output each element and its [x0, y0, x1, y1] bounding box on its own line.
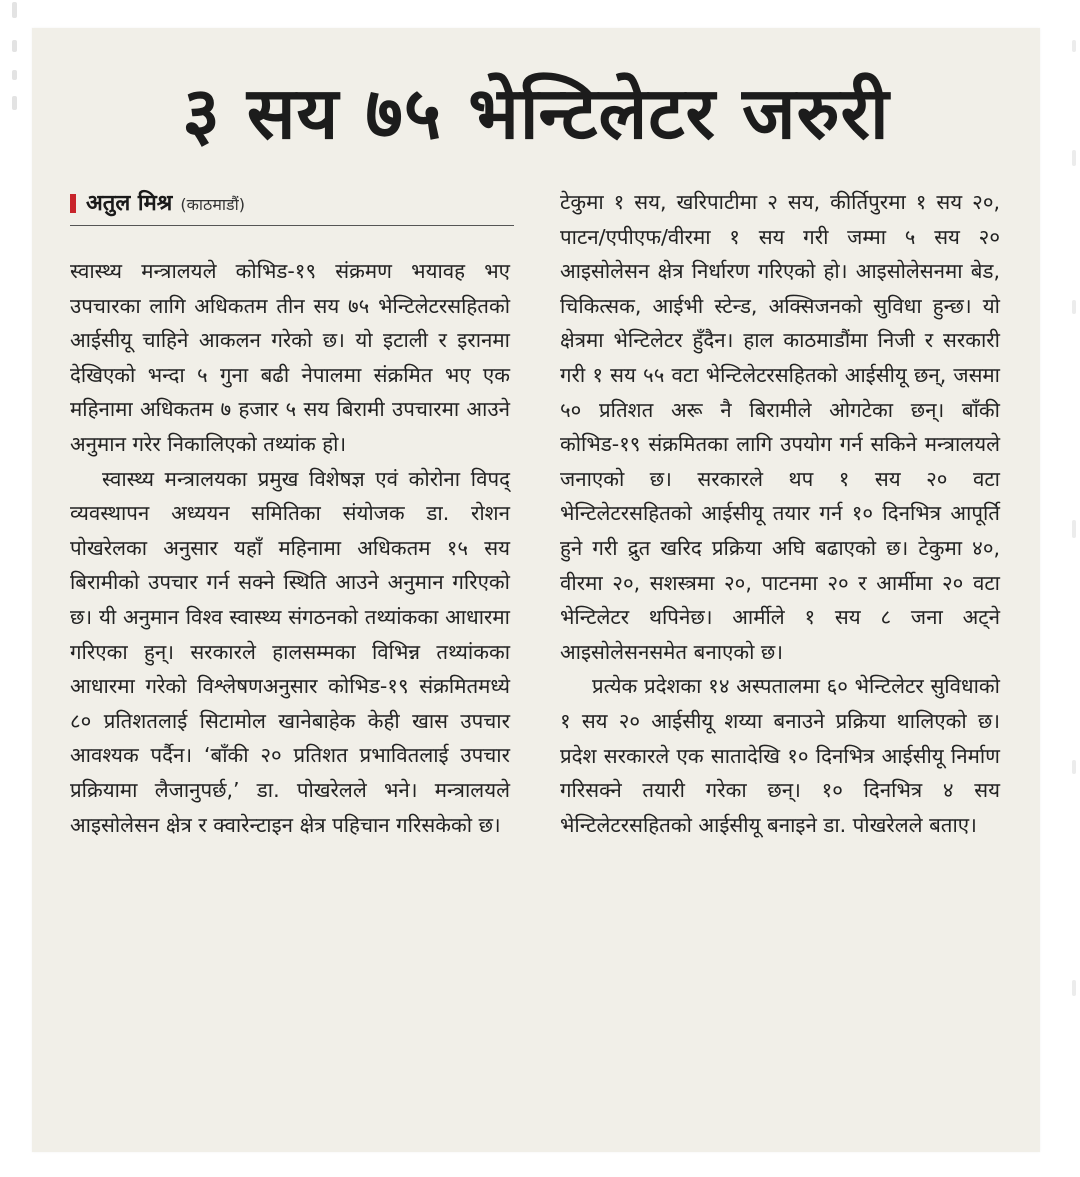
edge-speck	[12, 96, 17, 110]
left-edge-specks	[8, 0, 22, 120]
newspaper-clipping	[32, 28, 1040, 1152]
edge-speck	[12, 40, 17, 52]
article-column-left	[70, 254, 510, 842]
byline-author: अतुल मिश्र	[86, 191, 173, 216]
edge-speck	[12, 70, 17, 80]
article-paragraph-3: टेकुमा १ सय, खरिपाटीमा २ सय, कीर्तिपुरमा १ सय २०, पाटन/एपीएफ/वीरमा १ सय गरी जम्मा ५ सय २० आइसोलेसन क्षेत्र निर्धारण गरिएको हो। आइसोलेसनमा बेड, चिकित्सक, आईभी स्टेन्ड, अक्सिजनको सुविधा हुन्छ। यो क्षेत्रमा भेन्टिलेटर हुँदैन। हाल काठमाडौंमा निजी र सरकारी गरी १ सय ५५ वटा भेन्टिलेटरसहितको आईसीयू छन्, जसमा ५० प्रतिशत अरू नै बिरामीले ओगटेका छन्। बाँकी कोभिड-१९ संक्रमितका लागि उपयोग गर्न सकिने मन्त्रालयले जनाएको छ। सरकारले थप १ सय २० वटा भेन्टिलेटरसहितको आईसीयू तयार गर्न १० दिनभित्र आपूर्ति हुने गरी द्रुत खरिद प्रक्रिया अघि बढाएको छ। टेकुमा ४०, वीरमा २०, सशस्त्रमा २०, पाटनमा २० र आर्मीमा २० वटा भेन्टिलेटर थपिनेछ। आर्मीले १ सय ८ जना अट्ने आइसोलेसनसमेत बनाएको छ।	[560, 190, 1000, 664]
edge-speck	[1072, 520, 1076, 538]
byline-place: (काठमाडौं)	[180, 195, 245, 214]
byline	[70, 185, 514, 226]
right-edge-specks	[1068, 0, 1078, 1177]
edge-speck	[1072, 40, 1076, 52]
edge-speck	[1072, 150, 1076, 166]
edge-speck	[1072, 300, 1076, 314]
headline: ३ सय ७५ भेन्टिलेटर जरुरी	[182, 71, 890, 155]
edge-speck	[1072, 980, 1076, 996]
byline-author-line	[86, 187, 245, 217]
article-column-right	[560, 185, 1000, 842]
edge-speck	[1072, 760, 1076, 774]
article-paragraph-2: स्वास्थ्य मन्त्रालयका प्रमुख विशेषज्ञ एवं कोरोना विपद् व्यवस्थापन अध्ययन समितिका संयोजक डा. रोशन पोखरेलका अनुसार यहाँ महिनामा अधिकतम १५ सय बिरामीको उपचार गर्न सक्ने स्थिति आउने अनुमान गरिएको छ। यी अनुमान विश्व स्वास्थ्य संगठनको तथ्यांकका आधारमा गरिएका हुन्। सरकारले हालसम्मका विभिन्न तथ्यांकका आधारमा गरेको विश्लेषणअनुसार कोभिड-१९ संक्रमितमध्ये ८० प्रतिशतलाई सिटामोल खानेबाहेक केही खास उपचार आवश्यक पर्दैन। ‘बाँकी २० प्रतिशत प्रभावितलाई उपचार प्रक्रियामा लैजानुपर्छ,’ डा. पोखरेलले भने। मन्त्रालयले आइसोलेसन क्षेत्र र क्वारेन्टाइन क्षेत्र पहिचान गरिसकेको छ।	[70, 466, 510, 837]
article-paragraph-4: प्रत्येक प्रदेशका १४ अस्पतालमा ६० भेन्टिलेटर सुविधाको १ सय २० आईसीयू शय्या बनाउने प्रक्रिया थालिएको छ। प्रदेश सरकारले एक सातादेखि १० दिनभित्र आईसीयू निर्माण गरिसक्ने तयारी गरेका छन्। १० दिनभित्र ४ सय भेन्टिलेटरसहितको आईसीयू बनाइने डा. पोखरेलले बताए।	[560, 674, 1000, 837]
edge-speck	[12, 2, 17, 18]
byline-marker	[70, 194, 76, 213]
article-paragraph-1: स्वास्थ्य मन्त्रालयले कोभिड-१९ संक्रमण भयावह भए उपचारका लागि अधिकतम तीन सय ७५ भेन्टिलेटरसहितको आईसीयू चाहिने आकलन गरेको छ। यो इटाली र इरानमा देखिएको भन्दा ५ गुना बढी नेपालमा संक्रमित भए एक महिनामा अधिकतम ७ हजार ५ सय बिरामी उपचारमा आउने अनुमान गरेर निकालिएको तथ्यांक हो।	[70, 259, 510, 456]
